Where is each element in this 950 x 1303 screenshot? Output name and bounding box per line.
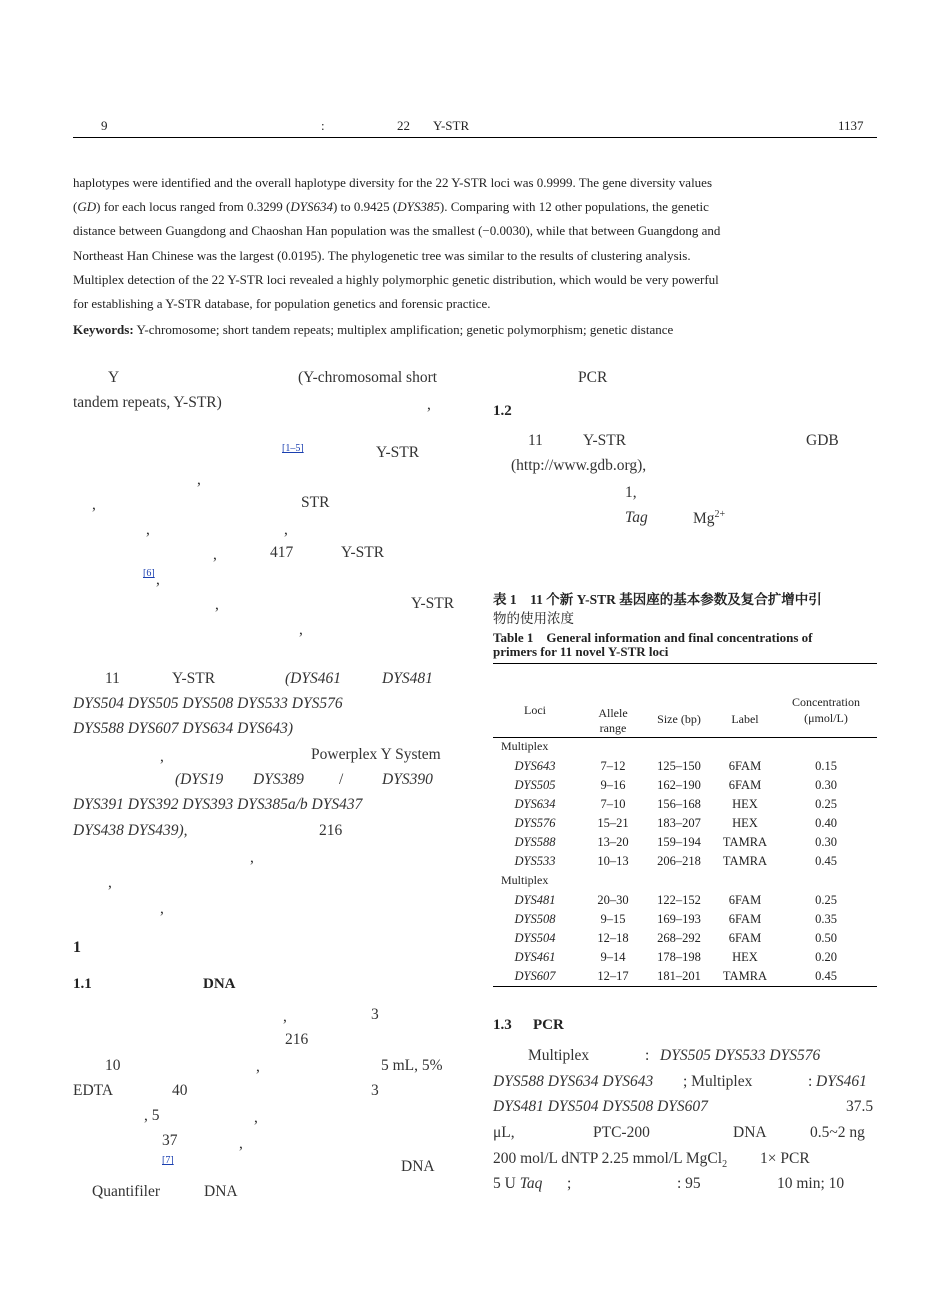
abstract-line: (GD) for each locus ranged from 0.3299 (DYS634) to 0.9425 (DYS385). Comparing with 12 other populations, the genetic [73,199,709,215]
table-cell-range: 12–17 [597,969,629,983]
section-heading-1-1-text: DNA [203,976,236,992]
table-cell-label: 6FAM [728,893,762,907]
body-text: , [146,521,150,538]
table-header-concentration: Concentration [792,695,860,709]
body-text: Multiplex [528,1047,590,1064]
body-text: DNA [204,1183,238,1200]
table-cell-range: 10–13 [597,854,629,868]
body-text: 216 [319,822,343,839]
page-number: 1137 [838,118,864,133]
table-header-allele: Allele [598,706,628,720]
running-title: Y-STR [433,118,470,133]
body-text: PCR [578,369,608,386]
body-text: 200 mol/L dNTP 2.25 mmol/L MgCl$_2$ [493,1150,728,1171]
table-cell-label: 6FAM [728,778,762,792]
table-cell-conc: 0.35 [815,912,837,926]
table-header-range: range [599,721,627,735]
abstract-line: distance between Guangdong and Chaoshan Han population was the smallest (−0.0030), while that between Guangdong and [73,223,721,239]
table-cell-locus: DYS643 [514,759,556,773]
keywords-label: Keywords: [73,322,134,337]
body-text: , [160,748,164,765]
body-text: Y-STR [172,670,216,687]
body-text: DYS390 [382,771,433,788]
body-text: DYS588 DYS634 DYS643 [493,1073,654,1090]
keywords-text: Y-chromosome; short tandem repeats; multiplex amplification; genetic polymorphism; genetic distance [136,322,674,337]
body-text: DNA [401,1158,435,1175]
table-cell-size: 122–152 [657,893,701,907]
body-text: EDTA [73,1082,114,1099]
table-cell-label: TAMRA [722,835,768,849]
table-caption-cn-cont: 物的使用浓度 [493,611,574,626]
table-cell-label: 6FAM [728,931,762,945]
keywords [73,322,673,338]
table-cell-label: HEX [732,797,758,811]
table-header-rule [493,737,877,738]
body-text: Y-STR [411,595,455,612]
table-cell-conc: 0.40 [815,816,837,830]
table-cell-locus: DYS504 [514,931,556,945]
body-text: Y-STR [376,444,420,461]
journal-issue-number: 9 [101,118,108,133]
citation-link-7[interactable]: [7] [162,1155,174,1166]
body-text: DYS461 [816,1073,867,1090]
table-cell-label: 6FAM [728,759,762,773]
body-text: : 95 [677,1175,701,1192]
table-cell-size: 181–201 [657,969,701,983]
citation-link-6[interactable]: [6] [143,568,155,579]
table-header-label: Label [731,712,759,726]
body-text: tandem repeats, Y-STR) [73,394,222,411]
table-cell-locus: DYS508 [514,912,556,926]
body-text: 216 [285,1031,309,1048]
table-cell-range: 9–16 [600,778,626,792]
body-text: (http://www.gdb.org), [511,457,647,474]
table-cell-range: 13–20 [597,835,629,849]
body-text: Powerplex Y System [311,746,441,763]
body-text: Y [108,369,120,386]
table-header-unit: (μmol/L) [804,711,848,725]
body-text: , [299,621,303,638]
body-text: 10 [105,1057,121,1074]
table-cell-size: 125–150 [657,759,701,773]
body-text: 10 min; 10 [777,1175,845,1192]
table-cell-conc: 0.50 [815,931,837,945]
table-cell-size: 183–207 [657,816,701,830]
table-cell-locus: DYS461 [514,950,556,964]
body-text: 3 [371,1006,379,1023]
body-text: 37 [162,1132,178,1149]
table-cell-range: 7–12 [600,759,626,773]
body-text: , [239,1135,243,1152]
table-cell-range: 12–18 [597,931,629,945]
table-cell-locus: DYS607 [514,969,556,983]
body-text: 5 mL, 5% [381,1057,443,1074]
abstract-text [73,171,823,316]
table-cell-conc: 0.25 [815,797,837,811]
body-text: 417 [270,544,294,561]
body-text: Quantifiler [92,1183,161,1200]
body-text: (Y-chromosomal short [298,369,438,386]
body-text: , [250,849,254,866]
body-text: : [645,1047,650,1064]
body-text: DYS481 [382,670,433,687]
body-text: DYS389 [253,771,304,788]
header-rule [73,137,877,138]
body-text: DYS481 DYS504 DYS508 DYS607 [493,1098,708,1115]
table-cell-conc: 0.45 [815,854,837,868]
table-group-label: Multiplex [501,739,549,753]
table-cell-conc: 0.45 [815,969,837,983]
body-text: (DYS19 [175,771,224,788]
body-text: , [160,900,164,917]
body-text: ; Multiplex [683,1073,753,1090]
body-text: $Mg^{2+}$ [693,509,726,528]
table-bottom-rule [493,986,877,987]
body-text: , [283,1008,287,1025]
table-cell-label: TAMRA [722,969,768,983]
table-cell-conc: 0.20 [815,950,837,964]
abstract-line: haplotypes were identified and the overall haplotype diversity for the 22 Y-STR loci was 0.9999. The gene diversity values [73,175,713,190]
table-cell-range: 9–14 [600,950,626,964]
section-heading-1-3-number: 1.3 [493,1017,512,1033]
abstract-line: Northeast Han Chinese was the largest (0.0195). The phylogenetic tree was similar to the results of clustering analysis. [73,247,691,263]
body-text: : [808,1073,813,1090]
section-heading-1: 1 [73,939,81,956]
body-text: / [339,771,344,788]
body-text: , [254,1109,258,1126]
table-caption-en-cont: primers for 11 novel Y-STR loci [493,644,669,659]
table-cell-locus: DYS588 [514,835,556,849]
table-cell-label: HEX [732,816,758,830]
body-text: Tag [625,509,648,526]
body-text: 0.5~2 ng [810,1124,865,1141]
table-group-label: Multiplex [501,873,549,887]
table-cell-conc: 0.25 [815,893,837,907]
table-header-loci: Loci [524,703,546,717]
citation-link-1-5[interactable]: [1–5] [282,443,304,454]
table-cell-size: 162–190 [657,778,701,792]
body-text: , [213,546,217,563]
body-text: PTC-200 [593,1124,650,1141]
body-text: DNA [733,1124,767,1141]
section-heading-1-1-number: 1.1 [73,976,92,992]
body-text: , [92,496,96,513]
body-text: 11 [105,670,120,687]
table-cell-size: 178–198 [657,950,701,964]
table-cell-range: 7–10 [600,797,626,811]
header-number: 22 [397,118,410,133]
body-text: , [256,1058,260,1075]
table-cell-label: TAMRA [722,854,768,868]
section-heading-1-2: 1.2 [493,403,512,419]
body-text: 3 [371,1082,379,1099]
table-cell-locus: DYS576 [514,816,556,830]
body-text: STR [301,494,330,511]
body-text: 11 [528,432,543,449]
table-header-size: Size (bp) [657,712,701,726]
body-text: DYS588 DYS607 DYS634 DYS643) [73,720,294,737]
abstract-line: Multiplex detection of the 22 Y-STR loci revealed a highly polymorphic genetic distribution, which would be very powerful [73,271,719,287]
header-colon: : [321,118,325,133]
table-cell-size: 156–168 [657,797,701,811]
table-cell-range: 9–15 [600,912,626,926]
body-text: , [427,396,431,413]
table-caption-cn: 表 1 11 个新 Y-STR 基因座的基本参数及复合扩增中引 [493,592,822,607]
table-cell-locus: DYS533 [514,854,556,868]
body-text: Y-STR [583,432,627,449]
table-cell-conc: 0.30 [815,835,837,849]
body-text: ; [567,1175,572,1192]
body-text: GDB [806,432,839,449]
table-cell-range: 15–21 [597,816,629,830]
table-cell-range: 20–30 [597,893,629,907]
body-text: 5 U Taq [493,1175,543,1192]
table-cell-conc: 0.15 [815,759,837,773]
body-text: , [156,571,160,588]
body-text: , [284,521,288,538]
table-cell-size: 169–193 [657,912,701,926]
table-cell-size: 159–194 [657,835,701,849]
table-cell-label: HEX [732,950,758,964]
table-cell-locus: DYS481 [514,893,556,907]
body-text: , [197,471,201,488]
table-caption-en: Table 1 General information and final concentrations of [493,630,813,645]
section-heading-1-3-text: PCR [533,1017,564,1033]
body-text: Y-STR [341,544,385,561]
body-text: DYS505 DYS533 DYS576 [660,1047,821,1064]
body-text: 37.5 [846,1098,874,1115]
table-cell-locus: DYS634 [514,797,556,811]
table-cell-size: 268–292 [657,931,701,945]
body-text: DYS438 DYS439), [73,822,188,839]
table-top-rule [493,663,877,664]
table-cell-locus: DYS505 [514,778,556,792]
table-cell-size: 206–218 [657,854,701,868]
body-text: (DYS461 [285,670,341,687]
table-cell-label: 6FAM [728,912,762,926]
body-text: DYS391 DYS392 DYS393 DYS385a/b DYS437 [73,796,363,813]
body-text: , 5 [144,1107,160,1124]
body-text: 1× PCR [760,1150,810,1167]
body-text: 40 [172,1082,188,1099]
table-cell-conc: 0.30 [815,778,837,792]
body-text: , [108,874,112,891]
body-text: 1, [625,484,637,501]
body-text: DYS504 DYS505 DYS508 DYS533 DYS576 [73,695,343,712]
body-text: , [215,596,219,613]
abstract-line: for establishing a Y-STR database, for population genetics and forensic practice. [73,296,491,312]
body-text: μL, [493,1124,515,1141]
